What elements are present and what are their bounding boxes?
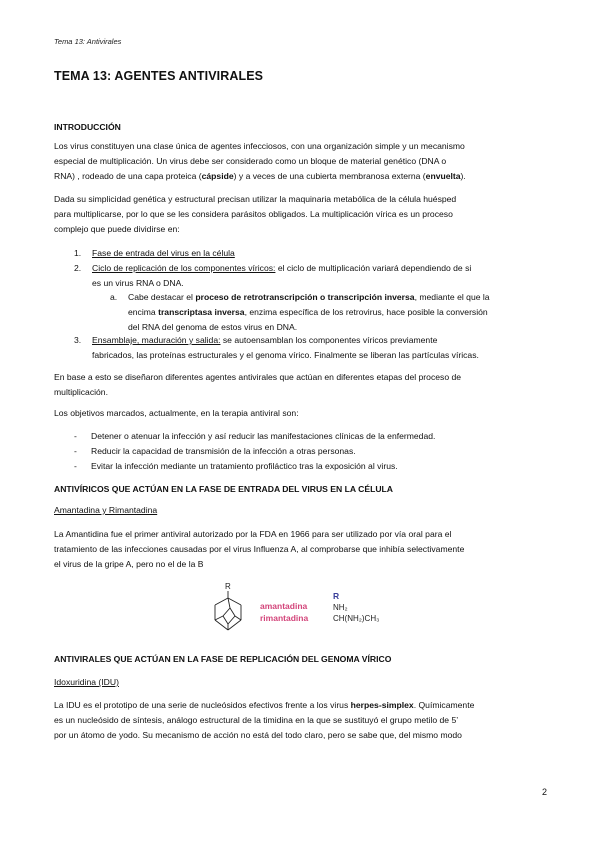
phase-item-2 (74, 261, 554, 291)
running-header: Tema 13: Antivirales (54, 37, 122, 46)
dash-bullet: - (74, 446, 77, 456)
text-line: multiplicación. (54, 387, 108, 397)
text-line: es un virus RNA o DNA. (92, 278, 184, 288)
ch-substituent: CH(NH₂)CH₃ (333, 614, 380, 623)
dash-bullet: - (74, 431, 77, 441)
r-column-header: R (333, 591, 340, 601)
bold-term: cápside (201, 171, 234, 181)
idoxuridine-paragraph (54, 698, 548, 743)
bold-term: envuelta (425, 171, 461, 181)
intro-paragraph-1 (54, 139, 548, 184)
list-number: 2. (74, 263, 82, 273)
text-line: Dada su simplicidad genética y estructural precisan utilizar la maquinaria metabólica de la célula huésped (54, 194, 457, 204)
amantadina-label: amantadina (260, 601, 308, 611)
text-line: el virus de la gripe A, pero no el de la B (54, 559, 204, 569)
bold-term: proceso de retrotranscripción o transcripción inversa (195, 292, 415, 302)
text-run: , enzima específica de los retrovirus, hace posible la conversión (244, 307, 488, 317)
adamantane-structure-figure (205, 580, 255, 635)
text-line: Los virus constituyen una clase única de agentes infecciosos, con una organización simple y un mecanismo (54, 141, 465, 151)
rimantadina-label: rimantadina (260, 613, 309, 623)
text-run: ). (460, 171, 466, 181)
phase-text (92, 333, 552, 363)
objective-item-3 (74, 459, 534, 474)
text-line: En base a esto se diseñaron diferentes agentes antivirales que actúan en diferentes etapas del proceso de (54, 372, 462, 382)
dash-bullet: - (74, 461, 77, 471)
phase-label: Fase de entrada del virus en la célula (92, 248, 235, 258)
phase-label: Ciclo de replicación de los componentes víricos: (92, 263, 276, 273)
text-run: el ciclo de multiplicación variará dependiendo de si (275, 263, 472, 273)
text-line (92, 261, 552, 276)
paragraph-antivirals-design (54, 370, 548, 400)
objective-item-1 (74, 429, 534, 444)
r-group-label: R (225, 582, 231, 591)
phase-item-1 (74, 246, 554, 261)
text-line (92, 333, 552, 348)
text-run: encima (128, 307, 159, 317)
text-line (128, 290, 553, 305)
text-run: , mediante el que la (414, 292, 490, 302)
objective-item-2 (74, 444, 534, 459)
text-run: se autoensamblan los componentes víricos previamente (220, 335, 438, 345)
page-title: TEMA 13: AGENTES ANTIVIRALES (54, 69, 264, 83)
paragraph-objectives-intro: Los objetivos marcados, actualmente, en la terapia antiviral son: (54, 408, 299, 418)
text-line: fabricados, las proteínas estructurales y el genoma vírico. Finalmente se liberan las partículas víricas. (92, 350, 479, 360)
section-replication-subheading: Idoxuridina (IDU) (54, 677, 119, 687)
text-line (54, 169, 548, 184)
bold-term: transcriptasa inversa (158, 307, 245, 317)
text-line: complejo que puede dividirse en: (54, 224, 180, 234)
text-run: Cabe destacar el (128, 292, 196, 302)
phase-subitem-a (110, 290, 555, 335)
text-line: por un átomo de yodo. Su mecanismo de acción no está del todo claro, pero se sabe que, del mismo modo (54, 730, 462, 740)
objective-text: Detener o atenuar la infección y así reducir las manifestaciones clínicas de la enfermedad. (91, 431, 436, 441)
text-line: del RNA del genoma de estos virus en DNA. (128, 322, 298, 332)
amantadine-paragraph (54, 527, 548, 572)
subitem-text (128, 290, 553, 335)
text-run: RNA) , rodeado de una capa proteica ( (54, 171, 202, 181)
nh2-substituent: NH₂ (333, 603, 348, 612)
text-line (128, 305, 553, 320)
text-line: es un nucleósido de síntesis, análogo estructural de la timidina en la que se sustituyó el grupo metilo de 5’ (54, 715, 459, 725)
phase-label: Ensamblaje, maduración y salida: (92, 335, 221, 345)
page-number: 2 (542, 787, 548, 797)
section-entry-heading: ANTIVÍRICOS QUE ACTÚAN EN LA FASE DE ENTRADA DEL VIRUS EN LA CÉLULA (54, 484, 393, 494)
text-line: tratamiento de las infecciones causadas por el virus Influenza A, al comprobarse que inhibía selectivamente (54, 544, 465, 554)
list-number: 3. (74, 335, 82, 345)
objective-text: Evitar la infección mediante un tratamiento profiláctico tras la exposición al virus. (91, 461, 398, 471)
bold-term: herpes-simplex (350, 700, 414, 710)
text-run: ) y a veces de una cubierta membranosa externa ( (233, 171, 426, 181)
text-line: La Amantidina fue el primer antiviral autorizado por la FDA en 1966 para ser utilizado por vía oral para el (54, 529, 452, 539)
phase-text (92, 261, 552, 291)
phase-item-3 (74, 333, 554, 363)
intro-heading: INTRODUCCIÓN (54, 122, 121, 132)
objective-text: Reducir la capacidad de transmisión de la infección a otras personas. (91, 446, 356, 456)
text-run: . Químicamente (413, 700, 475, 710)
text-line (54, 698, 548, 713)
text-run: La IDU es el prototipo de una serie de nucleósidos efectivos frente a los virus (54, 700, 351, 710)
intro-paragraph-2 (54, 192, 548, 237)
section-replication-heading: ANTIVIRALES QUE ACTÚAN EN LA FASE DE REPLICACIÓN DEL GENOMA VÍRICO (54, 654, 392, 664)
list-letter: a. (110, 292, 118, 302)
text-line: especial de multiplicación. Un virus debe ser considerado como un bloque de material genético (DNA o (54, 156, 447, 166)
text-line: para multiplicarse, por lo que se les considera parásitos obligados. La multiplicación vírica es un proceso (54, 209, 453, 219)
list-number: 1. (74, 248, 82, 258)
section-entry-subheading: Amantadina y Rimantadina (54, 505, 158, 515)
